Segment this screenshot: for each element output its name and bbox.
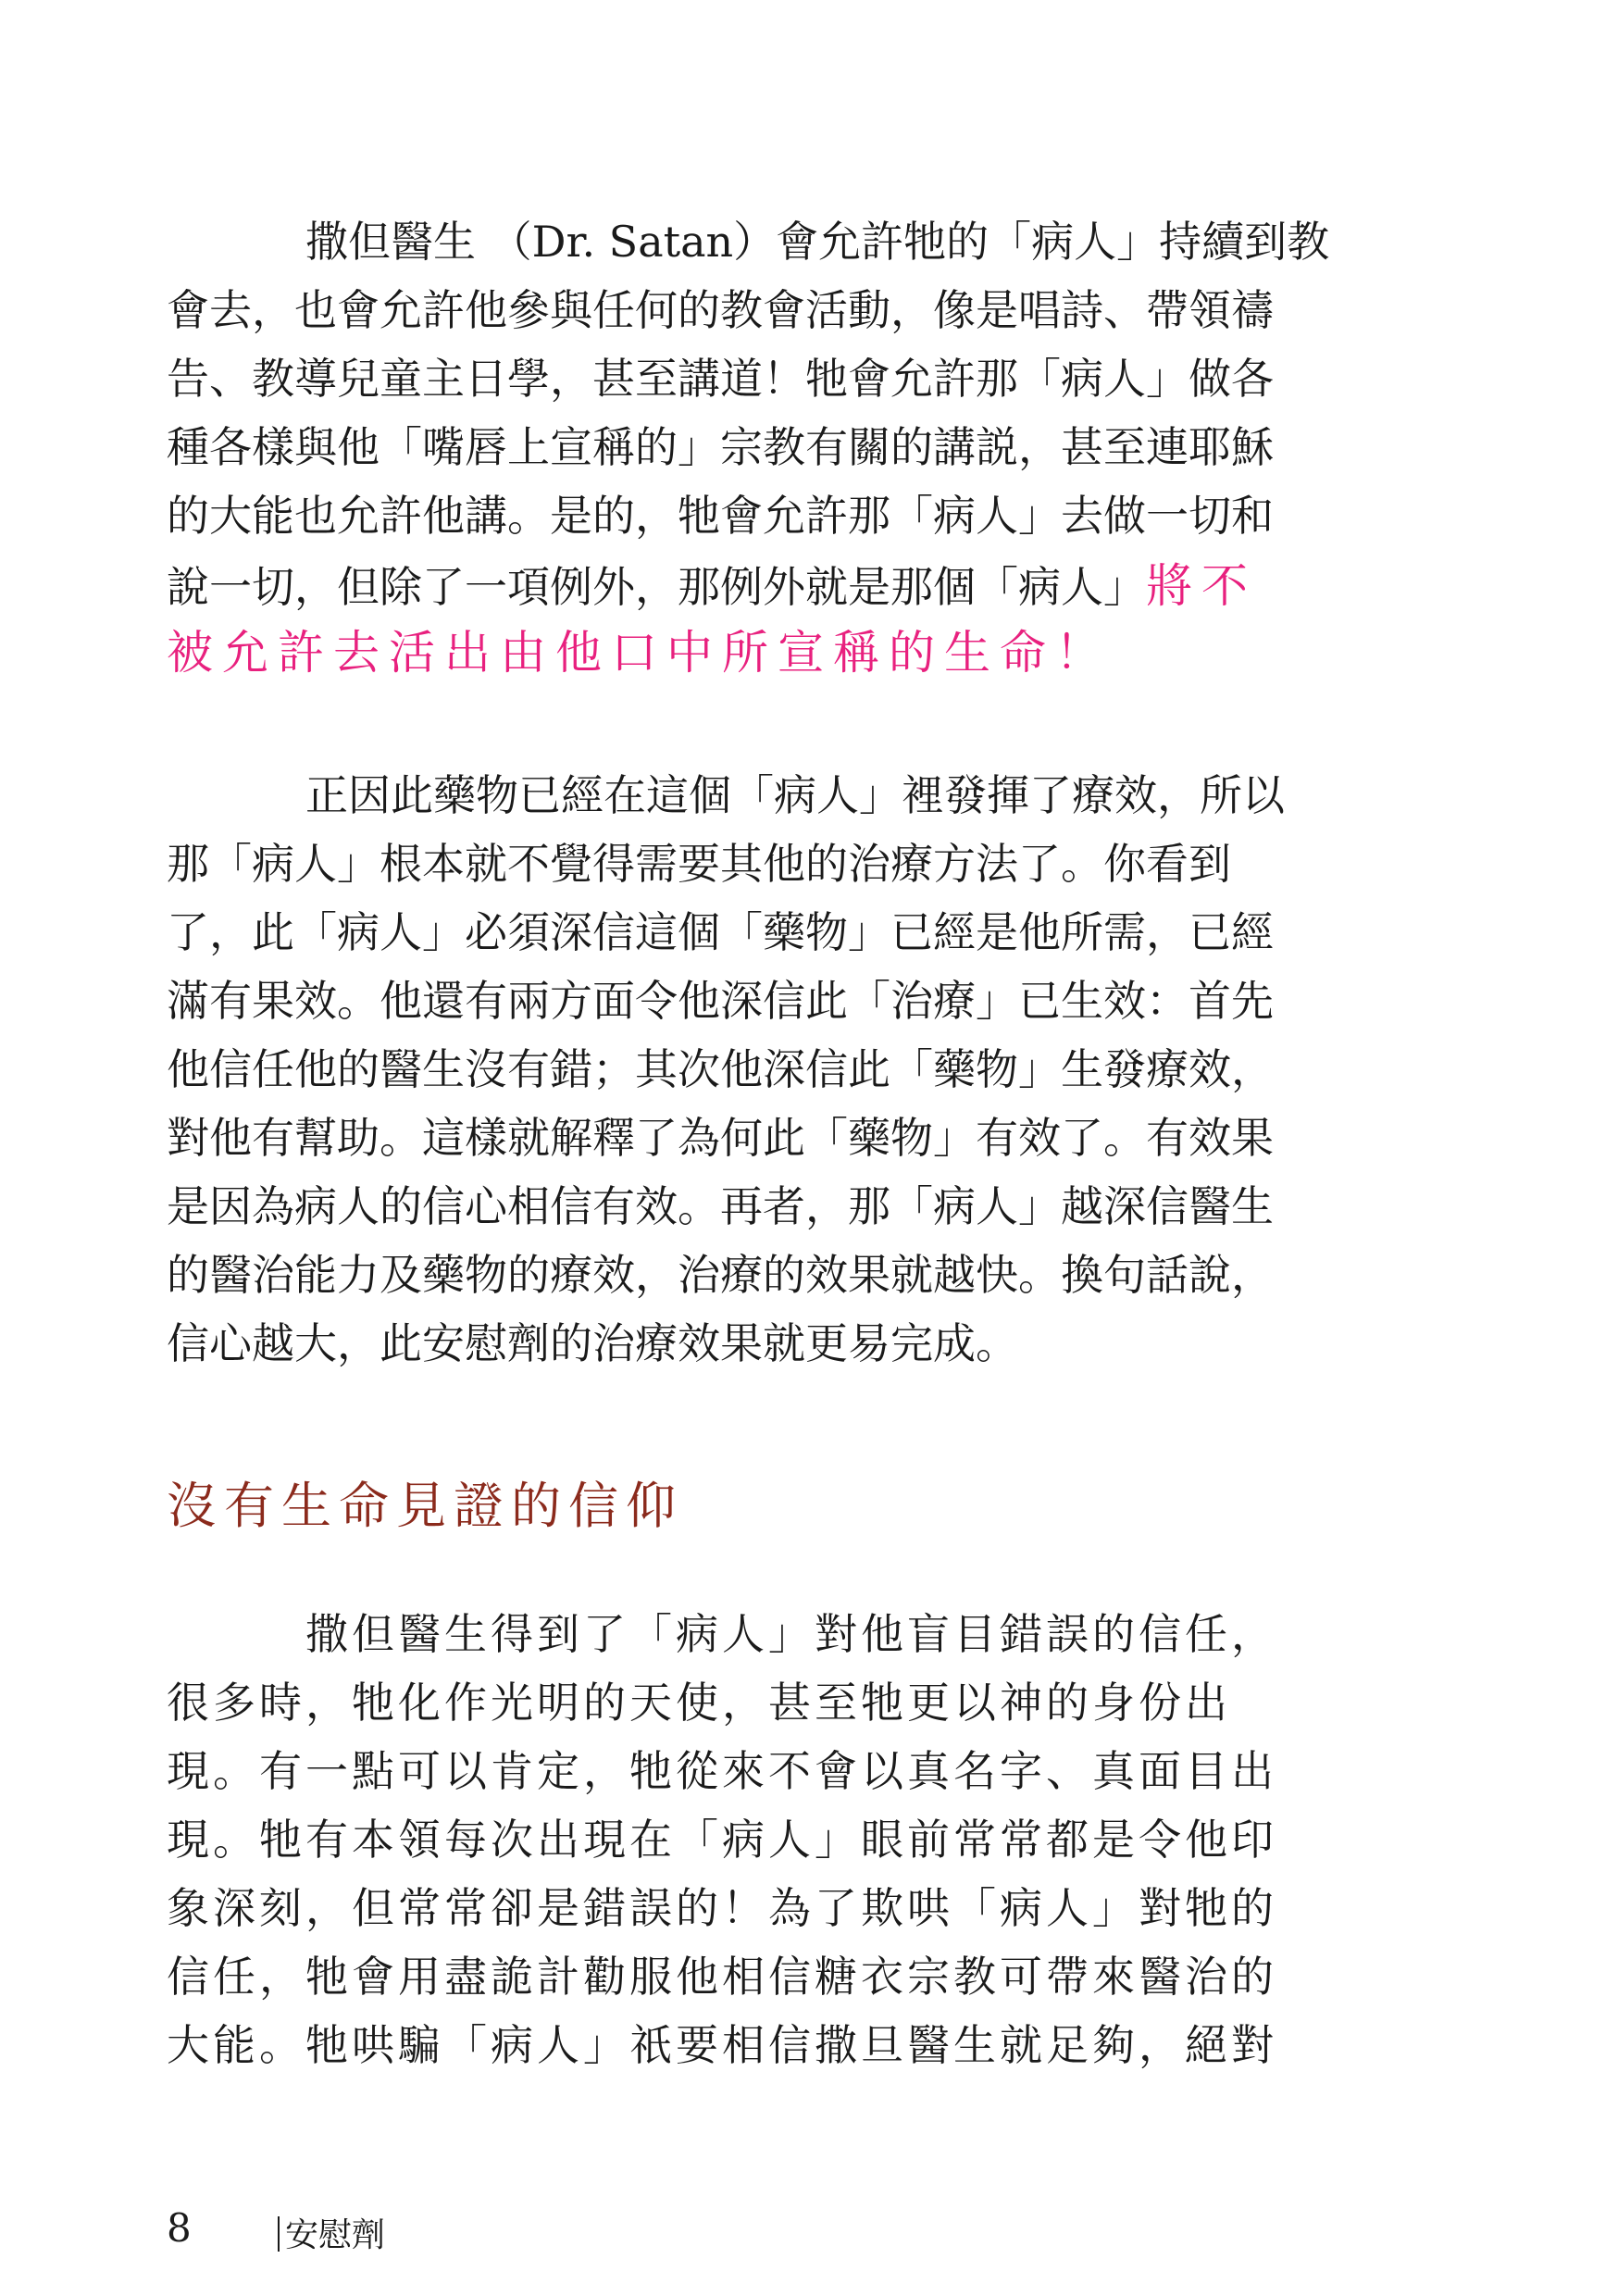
paragraph2-line: 信心越大，此安慰劑的治療效果就更易完成。 — [167, 1318, 1018, 1368]
running-footer — [278, 2209, 385, 2256]
paragraph2-line: 滿有果效。他還有兩方面令他深信此「治療」已生效：首先 — [167, 976, 1274, 1026]
paragraph2-line: 了，此「病人」必須深信這個「藥物」已經是他所需，已經 — [167, 907, 1274, 957]
paragraph3-line: 信任，牠會用盡詭計勸服他相信糖衣宗教可帶來醫治的 — [167, 1952, 1277, 2002]
paragraph1-line1 — [305, 217, 1527, 267]
book-title: 安慰劑 — [285, 2216, 386, 2254]
paragraph1-line7-highlight: 被允許去活出由他口中所宣稱的生命！ — [167, 626, 1111, 680]
paragraph2-line: 那「病人」根本就不覺得需要其他的治療方法了。你看到 — [167, 839, 1231, 889]
paragraph3-line: 撒但醫生得到了「病人」對他盲目錯誤的信任， — [305, 1609, 1277, 1659]
paragraph2-line: 是因為病人的信心相信有效。再者，那「病人」越深信醫生 — [167, 1181, 1274, 1231]
section-heading: 沒有生命見證的信仰 — [167, 1477, 683, 1535]
paragraph2-line: 的醫治能力及藥物的療效，治療的效果就越快。換句話說， — [167, 1250, 1274, 1300]
paragraph2-line: 正因此藥物已經在這個「病人」裡發揮了療效，所以 — [305, 770, 1285, 820]
paragraph2-line: 他信任他的醫生沒有錯；其次他深信此「藥物」生發療效， — [167, 1044, 1274, 1094]
paragraph1-line3: 告、教導兒童主日學，甚至講道！牠會允許那「病人」做各 — [167, 354, 1274, 404]
paragraph1-line6-highlight: 將不 — [1146, 559, 1257, 613]
paragraph1-line5: 的大能也允許他講。是的，牠會允許那「病人」去做一切和 — [167, 491, 1274, 541]
paragraph1-line1-latin: Dr. Satan — [531, 217, 734, 267]
paragraph1-line6-normal: 說一切，但除了一項例外，那例外就是那個「病人」 — [167, 562, 1146, 612]
footer-divider — [278, 2216, 280, 2252]
paragraph1-line1-before: 撒但醫生 （ — [305, 217, 532, 267]
paragraph1-line6 — [167, 559, 1388, 613]
paragraph3-line: 大能。牠哄騙「病人」祇要相信撒旦醫生就足夠，絕對 — [167, 2020, 1277, 2070]
paragraph1-line1-after: ）會允許牠的「病人」持續到教 — [733, 217, 1330, 267]
paragraph3-line: 象深刻，但常常卻是錯誤的！為了欺哄「病人」對牠的 — [167, 1883, 1277, 1933]
paragraph3-line: 現。牠有本領每次出現在「病人」眼前常常都是令他印 — [167, 1815, 1277, 1865]
paragraph3-line: 很多時，牠化作光明的天使，甚至牠更以神的身份出 — [167, 1678, 1231, 1728]
page-number: 8 — [167, 2205, 192, 2251]
paragraph2-line: 對他有幫助。這樣就解釋了為何此「藥物」有效了。有效果 — [167, 1113, 1274, 1163]
paragraph1-line2: 會去，也會允許他參與任何的教會活動，像是唱詩、帶領禱 — [167, 285, 1274, 335]
paragraph1-line4: 種各樣與他「嘴唇上宣稱的」宗教有關的講説，甚至連耶穌 — [167, 422, 1274, 472]
paragraph3-line: 現。有一點可以肯定，牠從來不會以真名字、真面目出 — [167, 1746, 1277, 1796]
